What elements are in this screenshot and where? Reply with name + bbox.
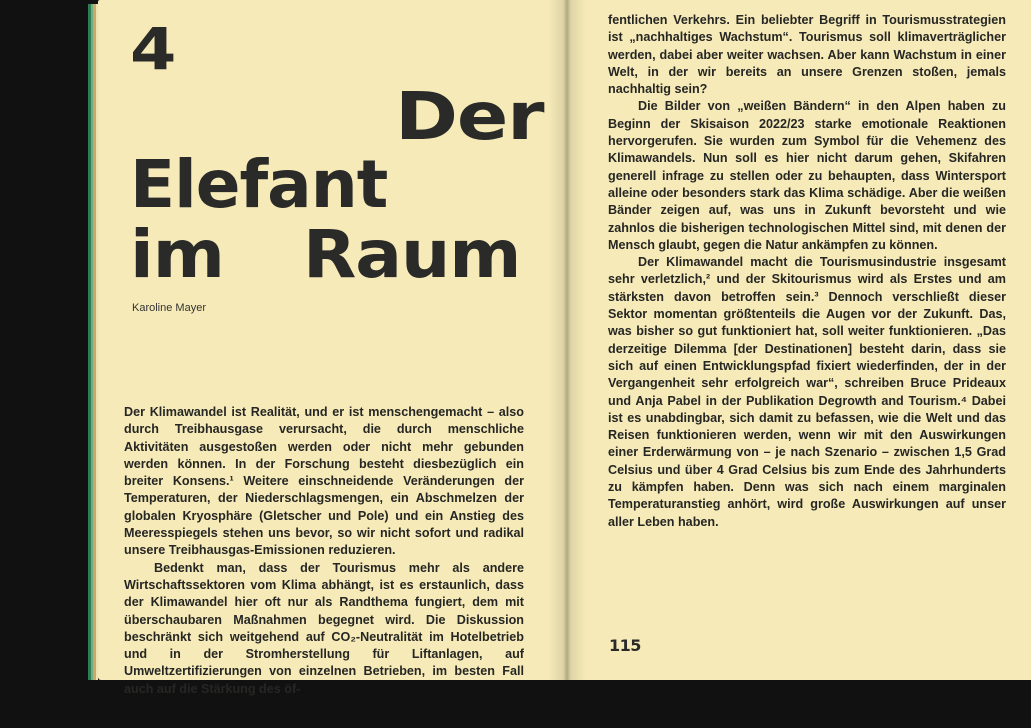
author-name: Karoline Mayer [132, 302, 206, 314]
left-body-text [124, 404, 524, 698]
paragraph: Bedenkt man, dass der Tourismus mehr als andere Wirtschaftssektoren vom Klima abhängt, ist es erstaunlich, dass der Klimawandel hier oft nur als Randthema fungiert, dem mit überschaubaren Maßnahmen begegnet wird. Die Diskussion beschränkt sich weitgehend auf CO₂-Neutralität im Hotelbetrieb und in der Stromherstellung für Liftanlagen, auf Umweltzertifizierungen von einzelnen Betrieben, im besten Fall auch auf die Stärkung des öf- [124, 560, 524, 696]
title-word-raum: Raum [303, 216, 521, 293]
right-page [565, 0, 1031, 680]
chapter-number: 4 [130, 15, 176, 83]
right-body-text [608, 12, 1006, 531]
paragraph: fentlichen Verkehrs. Ein beliebter Begriff in Tourismusstrategien ist „nachhaltiges Wachstum“. Tourismus soll klimaverträglicher werden, dabei aber weiter wachsen. Aber kann Wachstum in einer Welt, in der wir bereits an unsere Grenzen stoßen, jemals nachhaltig sein? [608, 13, 1006, 97]
paragraph: Die Bilder von „weißen Bändern“ in den Alpen haben zu Beginn der Skisaison 2022/23 starke emotionale Reaktionen hervorgerufen. Sie wurden zum Symbol für die Vehemenz des Klimawandels. Nun soll es hier nicht darum gehen, Skifahren generell infrage zu stellen oder zu behaupten, dass Wintersport alleine oder besonders stark das Klima schädige. Aber die weißen Bänder zeigen auf, was uns in Zukunft bevorsteht und wie zahnlos die bisherigen technologischen Mittel sind, mit denen der Mensch glaubt, gegen die Natur ankämpfen zu können. [608, 99, 1006, 252]
page-edge-stack [88, 4, 98, 680]
page-number: 115 [609, 636, 641, 655]
title-word-im: im [130, 216, 224, 293]
title-line-elefant: Elefant [130, 146, 388, 223]
paragraph: Der Klimawandel ist Realität, und er ist menschengemacht – also durch Treibhausgase verursacht, die durch menschliche Aktivitäten ausgestoßen werden oder nicht mehr gebunden werden können. In der Forschung besteht diesbezüglich ein breiter Konsens.¹ Weitere einschneidende Veränderungen der Temperaturen, der Niederschlagsmengen, ein Abschmelzen der globalen Kryosphäre (Gletscher und Pole) und ein Anstieg des Meeresspiegels stehen uns bevor, so wir nicht sofort und radikal unsere Treibhausgas-Emissionen reduzieren. [124, 405, 524, 558]
title-line-der: Der [395, 78, 544, 155]
left-page [98, 0, 565, 696]
paragraph: Der Klimawandel macht die Tourismusindustrie insgesamt sehr verletzlich,² und der Skitourismus wird als Erstes und am stärksten davon betroffen sein.³ Dennoch verschließt dieser Sektor momentan größtenteils die Augen vor der Zukunft. Das, was bisher so gut funktioniert hat, soll weiter funktionieren. „Das derzeitige Dilemma [der Destinationen] besteht darin, dass sie sich auf einen Entwicklungspfad fixiert wiederfinden, der in der Vergangenheit sehr erfolgreich war“, schreiben Bruce Prideaux und Anja Pabel in der Publikation Degrowth and Tourism.⁴ Dabei ist es unabdingbar, sich damit zu befassen, wie die Welt und das Reisen funktionieren werden, wenn wir mit den Auswirkungen einer Erderwärmung von – je nach Szenario – zwischen 1,5 Grad Celsius und über 4 Grad Celsius bis zum Ende des Jahrhunderts zu kämpfen haben. Denn was sich nach einem marginalen Temperaturanstieg anhört, wird große Auswirkungen auf unser aller Leben haben. [608, 255, 1006, 529]
